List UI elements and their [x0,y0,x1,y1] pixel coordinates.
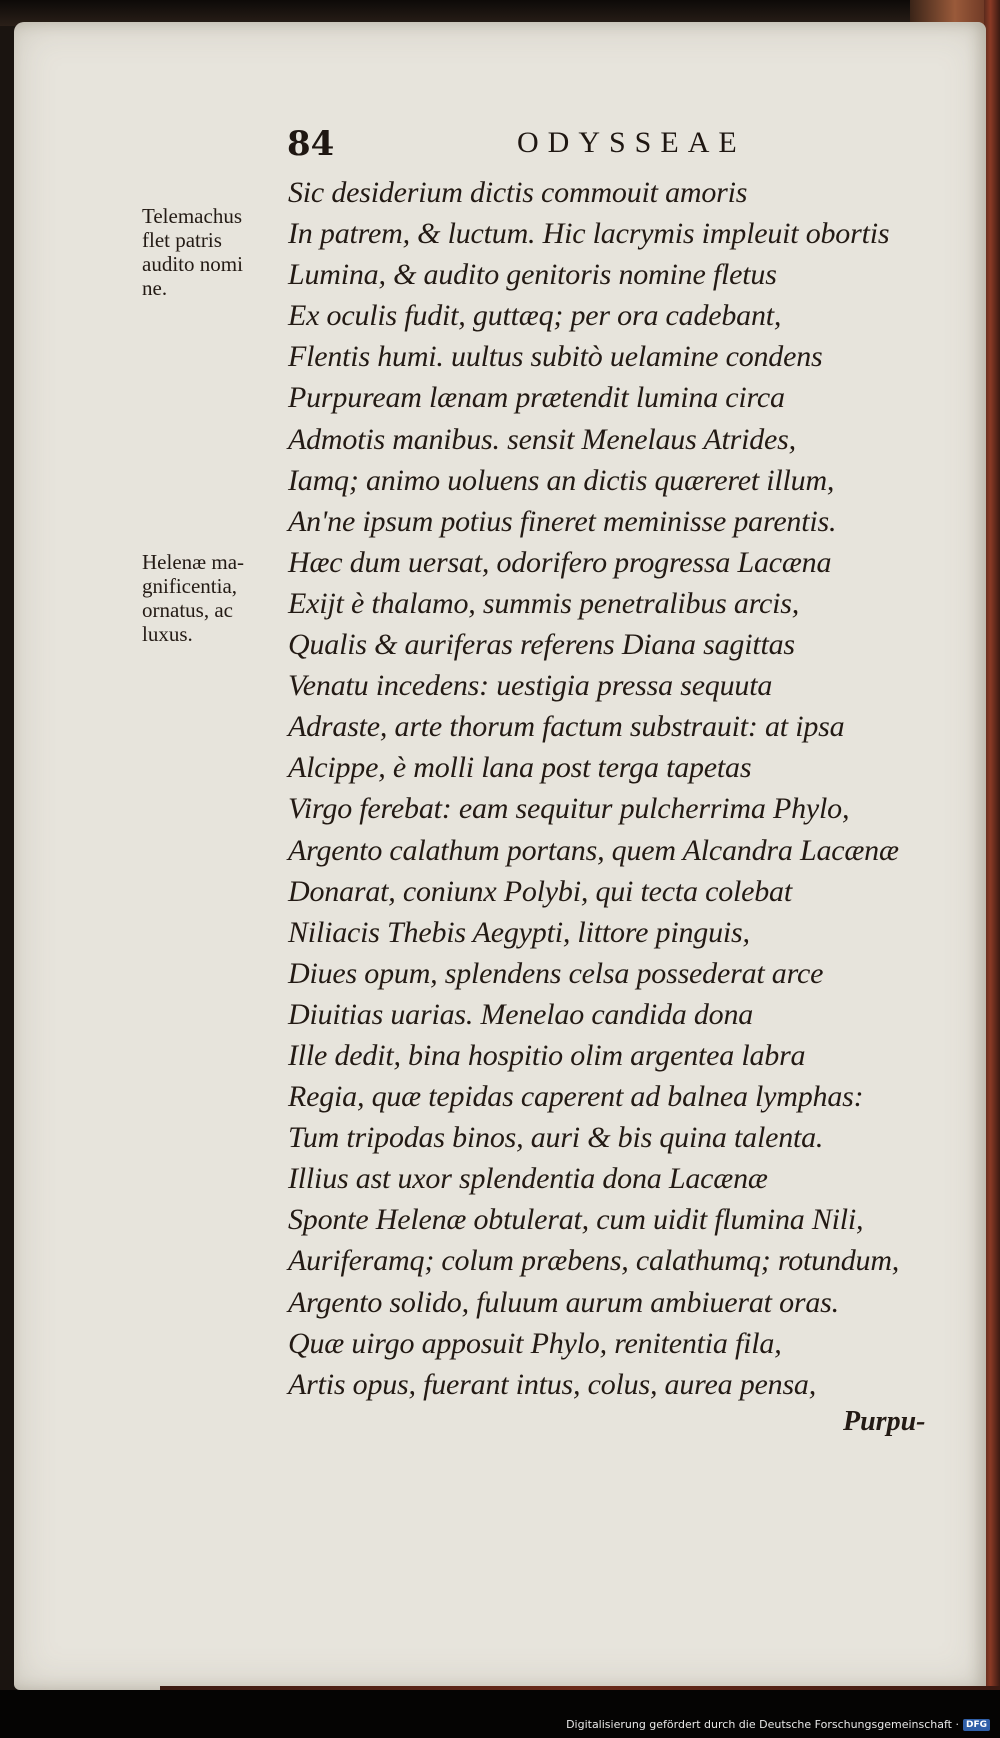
verse-text-block [288,172,948,1405]
verse-line: In patrem, & luctum. Hic lacrymis impleuit obortis [288,217,890,251]
marginal-note-telemachus [142,204,282,300]
verse-line: An'ne ipsum potius fineret meminisse parentis. [288,504,837,538]
verse-line: Flentis humi. uultus subitò uelamine condens [288,340,823,374]
verse-line: Donarat, coniunx Polybi, qui tecta colebat [288,874,792,908]
marginal-note-line: gnificentia, [142,574,238,598]
marginal-note-line: ornatus, ac [142,598,233,622]
verse-line: Alcippe, è molli lana post terga tapetas [288,751,752,785]
verse-line: Quæ uirgo apposuit Phylo, renitentia fila, [288,1326,782,1360]
verse-line: Artis opus, fuerant intus, colus, aurea pensa, [288,1367,817,1401]
marginal-note-line: audito nomi [142,252,243,276]
verse-line: Lumina, & audito genitoris nomine fletus [288,258,777,292]
marginal-note-line: Helenæ ma- [142,550,245,574]
verse-line: Auriferamq; colum præbens, calathumq; rotundum, [288,1244,900,1278]
marginal-note-line: Telemachus [142,204,242,228]
verse-line: Ille dedit, bina hospitio olim argentea labra [288,1038,806,1072]
verse-line: Argento calathum portans, quem Alcandra Lacænæ [288,833,899,867]
marginal-note-line: flet patris [142,228,222,252]
verse-line: Sic desiderium dictis commouit amoris [288,176,748,209]
verse-line: Regia, quæ tepidas caperent ad balnea lymphas: [288,1080,864,1114]
page-header [287,124,927,174]
verse-line: Sponte Helenæ obtulerat, cum uidit flumina Nili, [288,1203,864,1237]
verse-line: Diuitias uarias. Menelao candida dona [288,997,754,1031]
verse-line: Diues opum, splendens celsa possederat arce [288,956,824,990]
verse-line: Purpuream lænam prætendit lumina circa [288,381,785,415]
dfg-logo: DFG [963,1719,990,1731]
marginal-note-line: luxus. [142,622,193,646]
marginal-note-helena [142,550,282,646]
catchword: Purpu- [843,1406,926,1437]
page-number: 84 [287,124,335,164]
verse-line: Venatu incedens: uestigia pressa sequuta [288,669,773,703]
verse-line: Admotis manibus. sensit Menelaus Atrides, [288,422,796,456]
verse-line: Ex oculis fudit, guttæq; per ora cadebant, [288,299,782,333]
verse-line: Niliacis Thebis Aegypti, littore pinguis, [288,915,750,949]
running-head: ODYSSEAE [517,126,746,159]
verse-line: Illius ast uxor splendentia dona Lacænæ [288,1162,768,1196]
verse-line: Argento solido, fuluum aurum ambiuerat oras. [288,1285,839,1319]
marginal-note-line: ne. [142,276,168,300]
digitization-credit [566,1718,990,1731]
verse-line: Iamq; animo uoluens an dictis quæreret illum, [288,463,835,497]
verse-line: Qualis & auriferas referens Diana sagittas [288,628,795,662]
verse-line: Exijt è thalamo, summis penetralibus arcis, [288,586,800,620]
book-cover-edge [984,0,1000,1690]
verse-line: Virgo ferebat: eam sequitur pulcherrima Phylo, [288,792,850,826]
verse-line: Adraste, arte thorum factum substrauit: at ipsa [288,710,845,744]
verse-line: Tum tripodas binos, auri & bis quina talenta. [288,1121,824,1155]
verse-line: Hæc dum uersat, odorifero progressa Lacæna [288,545,832,579]
digitization-credit-text: Digitalisierung gefördert durch die Deutsche Forschungsgemeinschaft · [566,1718,959,1731]
